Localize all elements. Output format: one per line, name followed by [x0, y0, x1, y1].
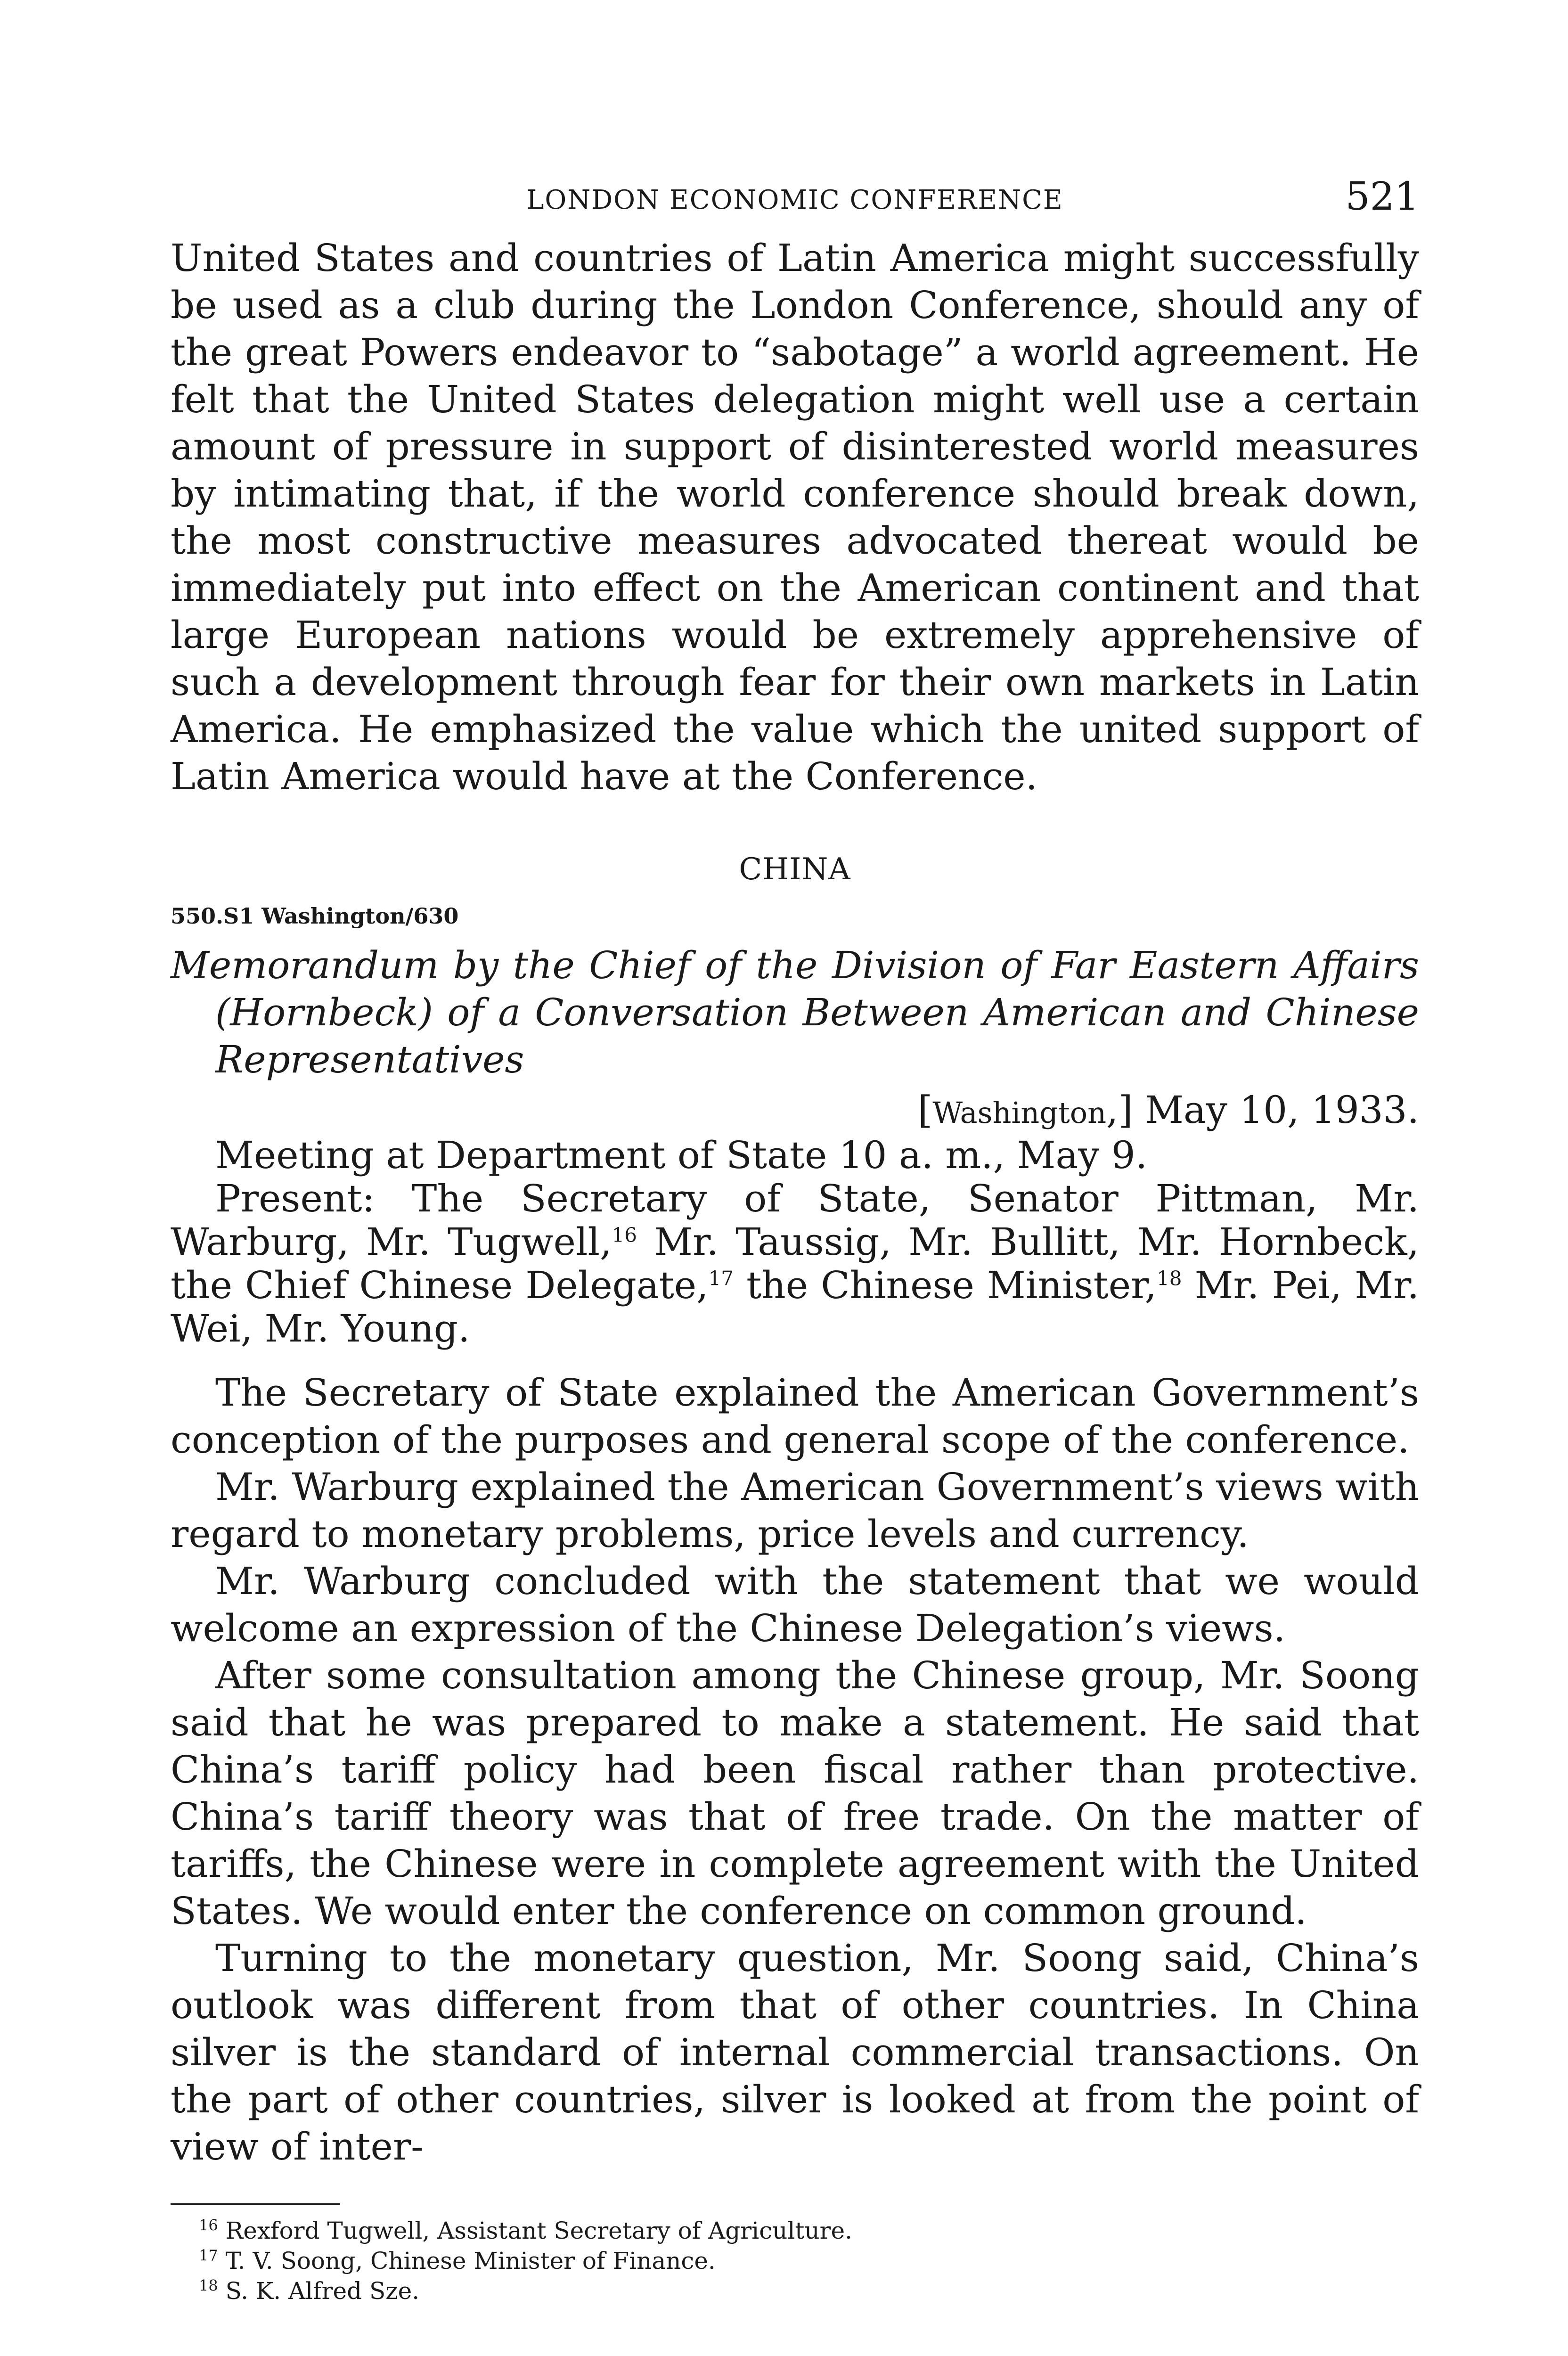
document-title: Memorandum by the Chief of the Division of Far Eastern Affairs (Hornbeck) of a Conversation Between American and Chinese Representatives	[171, 943, 1419, 1081]
continued-paragraph: United States and countries of Latin America might successfully be used as a club during the London Conference, should any of the great Powers endeavor to “sabotage” a world agreement. He felt that the United States delegation might well use a certain amount of pressure in support of disinterested world measures by intimating that, if the world conference should break down, the most constructive measures advocated thereat would be immediately put into effect on the American continent and that large European nations would be extremely apprehensive of such a development through fear for their own markets in Latin America. He emphasized the value which the united support of Latin America would have at the Conference.	[171, 236, 1419, 798]
footnote-17	[171, 2246, 1419, 2276]
body-paragraph: The Secretary of State explained the American Government’s conception of the purposes and general scope of the conference.	[171, 1371, 1419, 1462]
dateline-close-bracket: ,]	[1106, 1088, 1133, 1132]
attendance-block	[171, 1134, 1419, 1350]
dateline-place: Washington	[932, 1096, 1106, 1130]
footnote-text: T. V. Soong, Chinese Minister of Finance.	[225, 2247, 716, 2274]
present-text: Mr. Pei, Mr. Wei, Mr. Young.	[171, 1263, 1420, 1350]
section-heading: CHINA	[739, 852, 851, 887]
body-paragraph: Turning to the monetary question, Mr. Soong said, China’s outlook was different from that of other countries. In China silver is the standard of internal commercial transactions. On the part of other countries, silver is looked at from the point of view of inter-	[171, 1936, 1419, 2168]
footnote-18	[171, 2276, 1419, 2306]
footnote-ref-16: 16	[612, 1223, 637, 1247]
body-paragraph: Mr. Warburg explained the American Government’s views with regard to monetary problems, price levels and currency.	[171, 1465, 1419, 1556]
footnotes	[171, 2216, 1419, 2306]
present-text: the Chinese Minister,	[733, 1263, 1157, 1307]
body-paragraph: Mr. Warburg concluded with the statement that we would welcome an expression of the Chinese Delegation’s views.	[171, 1559, 1419, 1650]
footnote-text: S. K. Alfred Sze.	[225, 2277, 420, 2305]
meeting-line: Meeting at Department of State 10 a. m., May 9.	[215, 1133, 1148, 1177]
body-paragraph: After some consultation among the Chinese group, Mr. Soong said that he was prepared to make a statement. He said that China’s tariff policy had been fiscal rather than protective. China’s tariff theory was that of free trade. On the matter of tariffs, the Chinese were in complete agreement with the United States. We would enter the conference on common ground.	[171, 1653, 1419, 1933]
page-number: 521	[1345, 174, 1419, 219]
document-page	[171, 174, 1419, 2306]
footnote-ref-17: 17	[708, 1267, 734, 1290]
dateline	[171, 1088, 1419, 1132]
footnote-ref-18: 18	[1156, 1267, 1182, 1290]
dateline-open-bracket: [	[918, 1088, 933, 1132]
present-text: Present: The Secretary of State, Senator Pittman, Mr. Warburg, Mr. Tugwell,	[171, 1177, 1419, 1264]
footnote-rule	[171, 2203, 340, 2205]
file-number: 550.S1 Washington/630	[171, 903, 459, 929]
running-head	[171, 174, 1419, 226]
present-text: Mr. Taussig, Mr. Bullitt, Mr. Hornbeck, the Chief Chinese Delegate,	[171, 1220, 1419, 1307]
footnote-marker: 16	[199, 2216, 218, 2234]
dateline-date: May 10, 1933.	[1145, 1088, 1419, 1132]
footnote-marker: 18	[199, 2276, 218, 2295]
present-line	[171, 1177, 1419, 1350]
footnote-16	[171, 2216, 1419, 2246]
running-title: LONDON ECONOMIC CONFERENCE	[526, 185, 1063, 215]
footnote-marker: 17	[199, 2246, 218, 2265]
footnote-text: Rexford Tugwell, Assistant Secretary of Agriculture.	[225, 2217, 853, 2244]
